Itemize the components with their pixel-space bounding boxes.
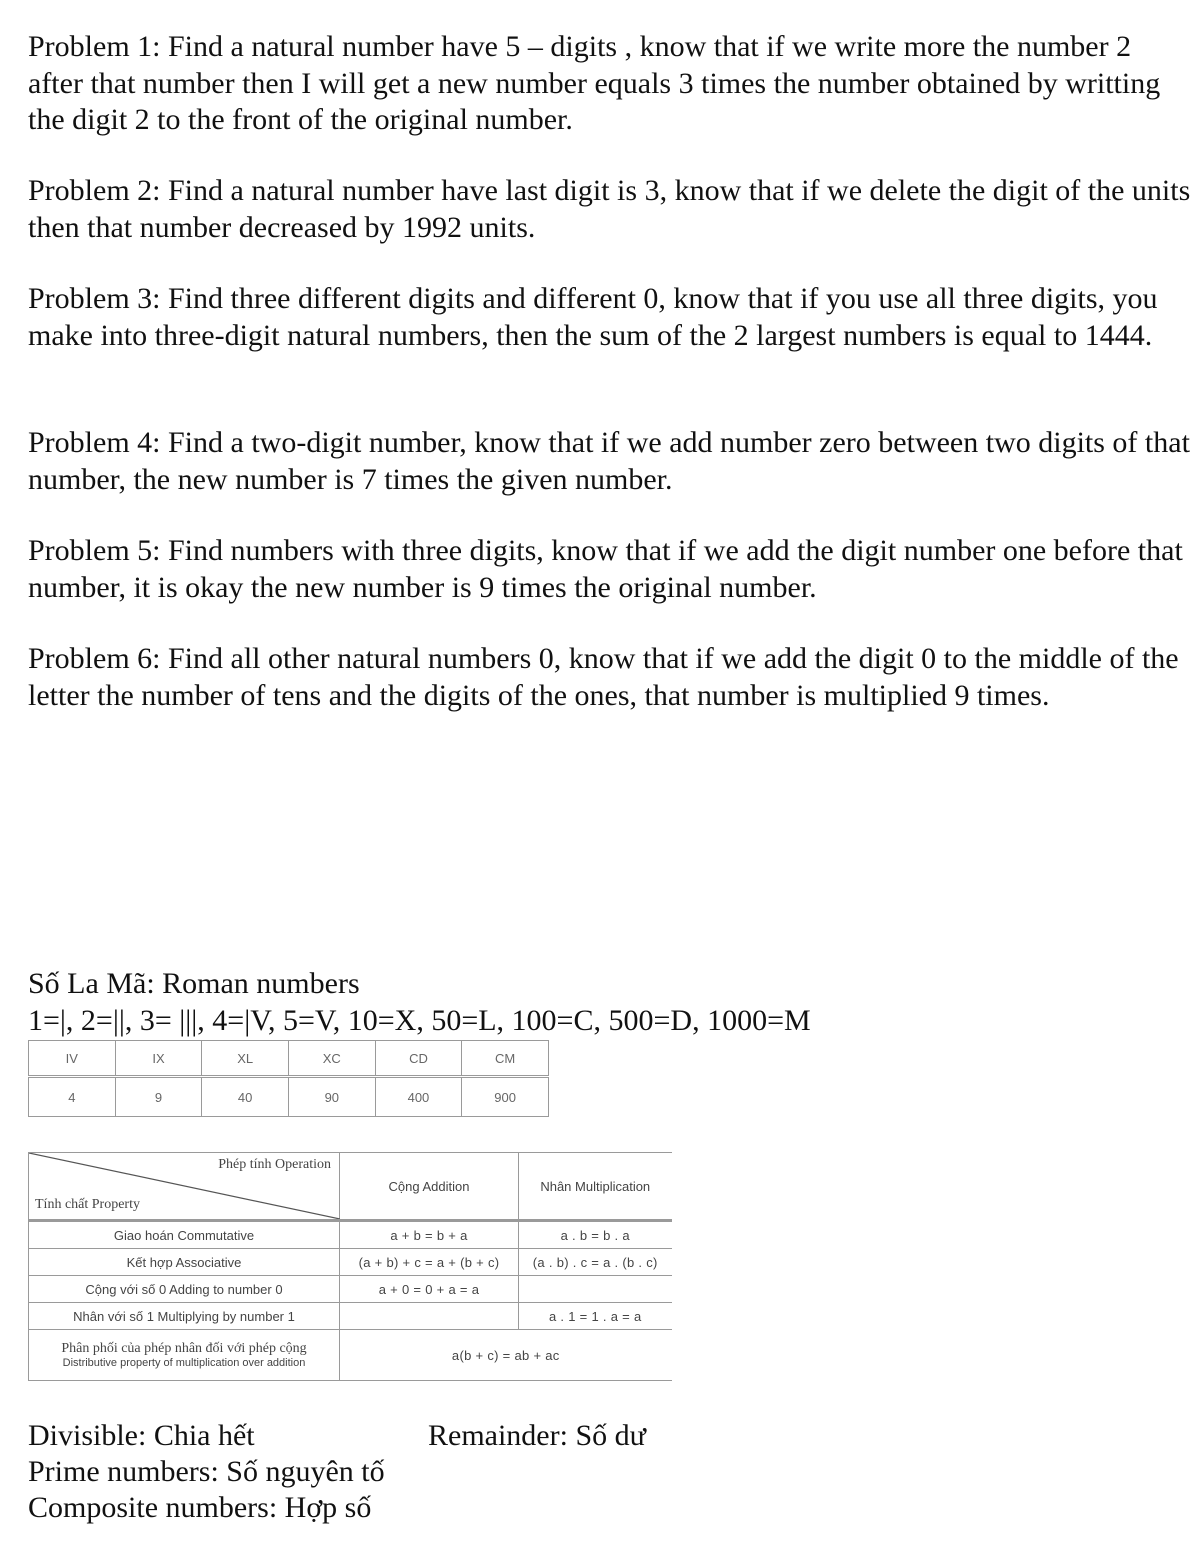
roman-symbol-cell: IV — [29, 1041, 116, 1077]
distributive-property-en: Distributive property of multiplication over addition — [62, 1357, 306, 1369]
problem-1: Problem 1: Find a natural number have 5 – digits , know that if we write more the number 2 after that number then I will get a new number equals 3 times the number obtained by writting the digit 2 to the front of the original number. — [28, 30, 1161, 136]
table-row — [29, 1276, 672, 1303]
roman-symbol-cell: IX — [115, 1041, 202, 1077]
problem-6: Problem 6: Find all other natural numbers 0, know that if we add the digit 0 to the middle of the letter the number of tens and the digits of the ones, that number is multiplied 9 times. — [28, 642, 1179, 712]
vocab-composite: Composite numbers: Hợp số — [28, 1491, 372, 1524]
vocab-divisible: Divisible: Chia hết — [28, 1419, 255, 1452]
operation-properties-table — [28, 1152, 672, 1381]
roman-symbol-row — [29, 1041, 549, 1077]
roman-value-cell: 90 — [288, 1077, 375, 1117]
table-row — [29, 1303, 672, 1330]
roman-numbers-list: 1=|, 2=||, 3= |||, 4=|V, 5=V, 10=X, 50=L, 100=C, 500=D, 1000=M — [28, 1004, 811, 1037]
roman-symbol-cell: XL — [202, 1041, 289, 1077]
property-name: Kết hợp Associative — [29, 1249, 340, 1276]
multiplication-formula: (a . b) . c = a . (b . c) — [519, 1249, 672, 1276]
property-name: Nhân với số 1 Multiplying by number 1 — [29, 1303, 340, 1330]
addition-formula: a + b = b + a — [340, 1221, 519, 1249]
multiplication-formula: a . b = b . a — [519, 1221, 672, 1249]
distributive-formula: a(b + c) = ab + ac — [340, 1330, 672, 1381]
distributive-property-vn: Phân phối của phép nhân đối với phép cộng — [61, 1341, 307, 1356]
roman-symbol-cell: CM — [462, 1041, 549, 1077]
property-header: Tính chất Property — [35, 1197, 140, 1212]
property-name: Cộng với số 0 Adding to number 0 — [29, 1276, 340, 1303]
distributive-property-cell — [29, 1330, 340, 1381]
roman-value-cell: 4 — [29, 1077, 116, 1117]
table-row — [29, 1249, 672, 1276]
problem-4: Problem 4: Find a two-digit number, know that if we add number zero between two digits of that number, the new number is 7 times the given number. — [28, 426, 1190, 496]
problem-2: Problem 2: Find a natural number have last digit is 3, know that if we delete the digit of the units then that number decreased by 1992 units. — [28, 174, 1191, 244]
property-name: Giao hoán Commutative — [29, 1221, 340, 1249]
roman-value-cell: 40 — [202, 1077, 289, 1117]
table-row — [29, 1330, 672, 1381]
diagonal-header-cell — [29, 1153, 340, 1221]
roman-value-cell: 9 — [115, 1077, 202, 1117]
roman-numbers-title: Số La Mã: Roman numbers — [28, 967, 360, 1000]
roman-symbol-cell: CD — [375, 1041, 462, 1077]
roman-numeral-table — [28, 1040, 549, 1117]
problem-3: Problem 3: Find three different digits and different 0, know that if you use all three digits, you make into three-digit natural numbers, then the sum of the 2 largest numbers is equal to 1444. — [28, 282, 1158, 352]
roman-value-cell: 900 — [462, 1077, 549, 1117]
addition-formula — [340, 1303, 519, 1330]
problem-5: Problem 5: Find numbers with three digits, know that if we add the digit number one before that number, it is okay the new number is 9 times the original number. — [28, 534, 1183, 604]
multiplication-formula: a . 1 = 1 . a = a — [519, 1303, 672, 1330]
addition-header: Cộng Addition — [340, 1153, 519, 1221]
multiplication-formula — [519, 1276, 672, 1303]
addition-formula: (a + b) + c = a + (b + c) — [340, 1249, 519, 1276]
roman-symbol-cell: XC — [288, 1041, 375, 1077]
vocab-remainder: Remainder: Số dư — [428, 1419, 646, 1452]
table-row — [29, 1221, 672, 1249]
operation-header: Phép tính Operation — [218, 1157, 331, 1172]
properties-header-row — [29, 1153, 672, 1221]
vocab-prime: Prime numbers: Số nguyên tố — [28, 1455, 385, 1488]
roman-value-cell: 400 — [375, 1077, 462, 1117]
multiplication-header: Nhân Multiplication — [519, 1153, 672, 1221]
roman-value-row — [29, 1077, 549, 1117]
addition-formula: a + 0 = 0 + a = a — [340, 1276, 519, 1303]
